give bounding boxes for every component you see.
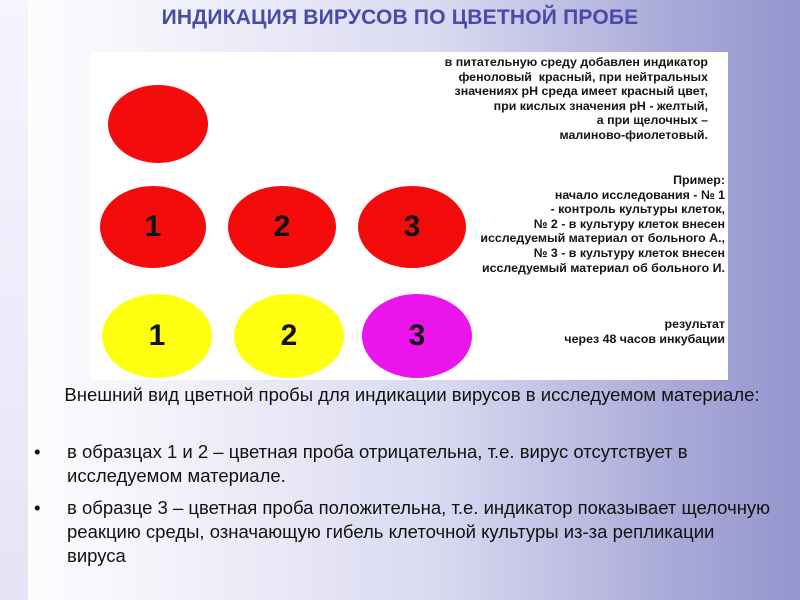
bullet-marker: • <box>34 497 41 518</box>
initial-sample-3-label: 3 <box>403 210 421 243</box>
slide-title: ИНДИКАЦИЯ ВИРУСОВ ПО ЦВЕТНОЙ ПРОБЕ <box>161 6 639 29</box>
indicator-description-text: в питательную среду добавлен индикатор феноловый красный, при нейтральных значениях рН среда имеет красный цвет, при кислых значения рН - желтый, а при щелочных – малиново-фиолетовый. <box>444 55 708 142</box>
conclusion-item-text: в образцах 1 и 2 – цветная проба отрицательна, т.е. вирус отсутствует в исследуемом материале. <box>67 441 688 486</box>
initial-sample-2-label: 2 <box>273 210 291 243</box>
initial-sample-1-circle <box>100 186 206 268</box>
initial-sample-3-circle <box>358 186 466 268</box>
conclusion-item-text: в образце 3 – цветная проба положительна, т.е. индикатор показывает щелочную реакцию среды, означающую гибель клеточной культуры из-за репликации вируса <box>67 497 771 566</box>
figure-caption: Внешний вид цветной пробы для индикации вирусов в исследуемом материале: <box>64 384 760 405</box>
result-sample-3-label: 3 <box>408 319 426 352</box>
conclusion-list <box>34 440 774 576</box>
conclusion-item-positive <box>34 496 774 568</box>
example-text: Пример: начало исследования - № 1 - контроль культуры клеток, № 2 - в культуру клеток внесен исследуемый материал от больного А., № 3 - в культуру клеток внесен исследуемый материал об больного И. <box>480 173 725 275</box>
initial-sample-2-circle <box>228 186 336 268</box>
bullet-marker: • <box>34 441 41 462</box>
result-text: результат через 48 часов инкубации <box>564 317 725 346</box>
result-sample-1-label: 1 <box>148 319 166 352</box>
reference-red-circle <box>108 85 208 163</box>
slide-left-band <box>0 0 28 600</box>
result-sample-2-circle <box>234 294 344 378</box>
color-test-figure <box>90 52 728 380</box>
result-sample-2-label: 2 <box>280 319 298 352</box>
result-sample-3-circle <box>362 294 472 378</box>
result-sample-1-circle <box>102 294 212 378</box>
conclusion-item-negative <box>34 440 774 488</box>
initial-sample-1-label: 1 <box>144 210 162 243</box>
